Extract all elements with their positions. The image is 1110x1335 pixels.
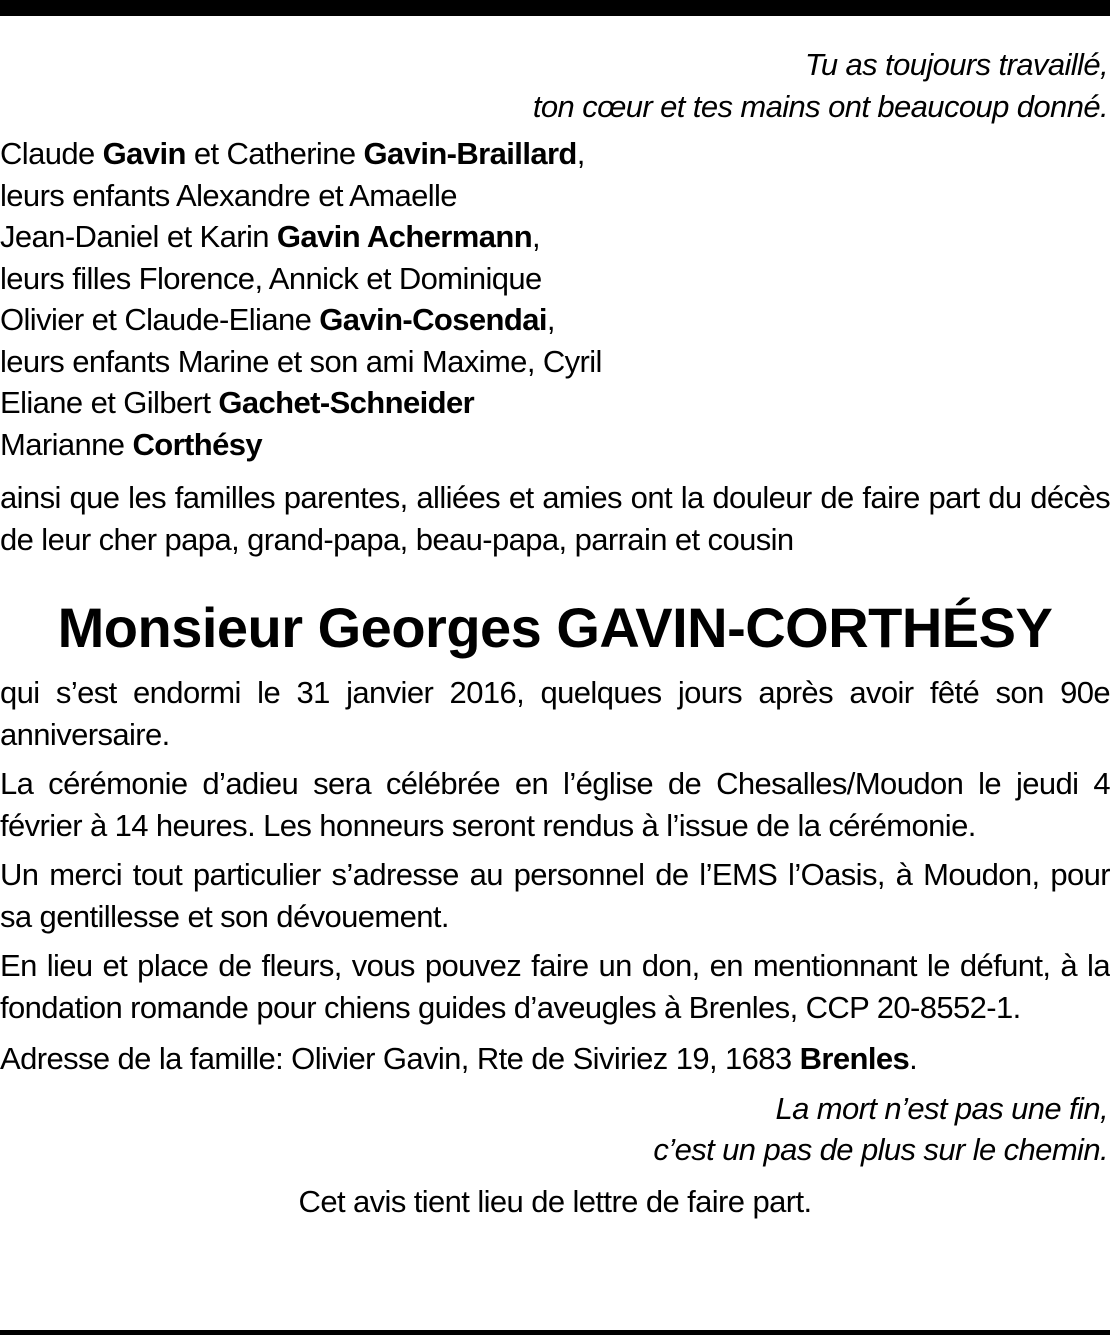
family-surname: Gachet-Schneider [218, 385, 475, 420]
opening-quote [0, 44, 1110, 127]
family-address [0, 1038, 1110, 1080]
family-line [0, 133, 1110, 175]
address-end: . [909, 1041, 918, 1076]
opening-quote-line-2: ton cœur et tes mains ont beaucoup donné. [532, 88, 1108, 124]
address-city: Brenles [799, 1041, 910, 1076]
family-text: Marianne [0, 426, 133, 462]
family-surname: Gavin [102, 136, 186, 171]
family-line [0, 382, 1110, 424]
family-surname: Gavin Achermann [276, 219, 533, 254]
family-line [0, 424, 1110, 466]
family-text: , [576, 136, 585, 171]
family-text: Jean-Daniel et Karin [0, 219, 277, 254]
family-text: leurs filles Florence, Annick et Dominique [0, 260, 542, 296]
family-line [0, 299, 1110, 341]
family-text: , [532, 219, 541, 254]
family-text: Claude [0, 136, 103, 171]
family-text: Eliane et Gilbert [0, 385, 219, 420]
death-date-paragraph: qui s’est endormi le 31 janvier 2016, quelques jours après avoir fêté son 90e anniversaire. [0, 675, 1110, 752]
family-text: Olivier et Claude-Eliane [0, 302, 320, 337]
deceased-name: Monsieur Georges GAVIN-CORTHÉSY [57, 596, 1053, 659]
family-line [0, 216, 1110, 258]
closing-quote [0, 1088, 1110, 1171]
thanks-paragraph: Un merci tout particulier s’adresse au personnel de l’EMS l’Oasis, à Moudon, pour sa gentillesse et son dévouement. [0, 857, 1110, 934]
bottom-rule [0, 1330, 1110, 1335]
closing-quote-line-1: La mort n’est pas une fin, [775, 1090, 1108, 1126]
family-text: leurs enfants Alexandre et Amaelle [0, 177, 457, 213]
closing-statement: Cet avis tient lieu de lettre de faire part. [298, 1183, 812, 1219]
family-text: , [546, 302, 555, 337]
donation-paragraph: En lieu et place de fleurs, vous pouvez faire un don, en mentionnant le défunt, à la fondation romande pour chiens guides d’aveugles à Brenles, CCP 20-8552-1. [0, 948, 1110, 1025]
family-line [0, 341, 1110, 383]
announcement-intro: ainsi que les familles parentes, alliées et amies ont la douleur de faire part du décès de leur cher papa, grand-papa, beau-papa, parrain et cousin [0, 480, 1110, 557]
ceremony-paragraph: La cérémonie d’adieu sera célébrée en l’église de Chesalles/Moudon le jeudi 4 février à 14 heures. Les honneurs seront rendus à l’issue de la cérémonie. [0, 766, 1110, 843]
family-list [0, 133, 1110, 465]
family-text: leurs enfants Marine et son ami Maxime, Cyril [0, 343, 602, 379]
family-line [0, 175, 1110, 217]
obituary-notice [0, 44, 1110, 1222]
family-surname: Corthésy [132, 426, 263, 462]
address-text: Adresse de la famille: Olivier Gavin, Rte de Siviriez 19, 1683 [0, 1041, 800, 1076]
family-text: et Catherine [185, 136, 364, 171]
family-line [0, 258, 1110, 300]
top-rule [0, 0, 1110, 16]
family-surname: Gavin-Braillard [363, 136, 577, 171]
closing-quote-line-2: c’est un pas de plus sur le chemin. [653, 1132, 1108, 1167]
opening-quote-line-1: Tu as toujours travaillé, [804, 47, 1108, 82]
family-surname: Gavin-Cosendai [319, 302, 547, 337]
